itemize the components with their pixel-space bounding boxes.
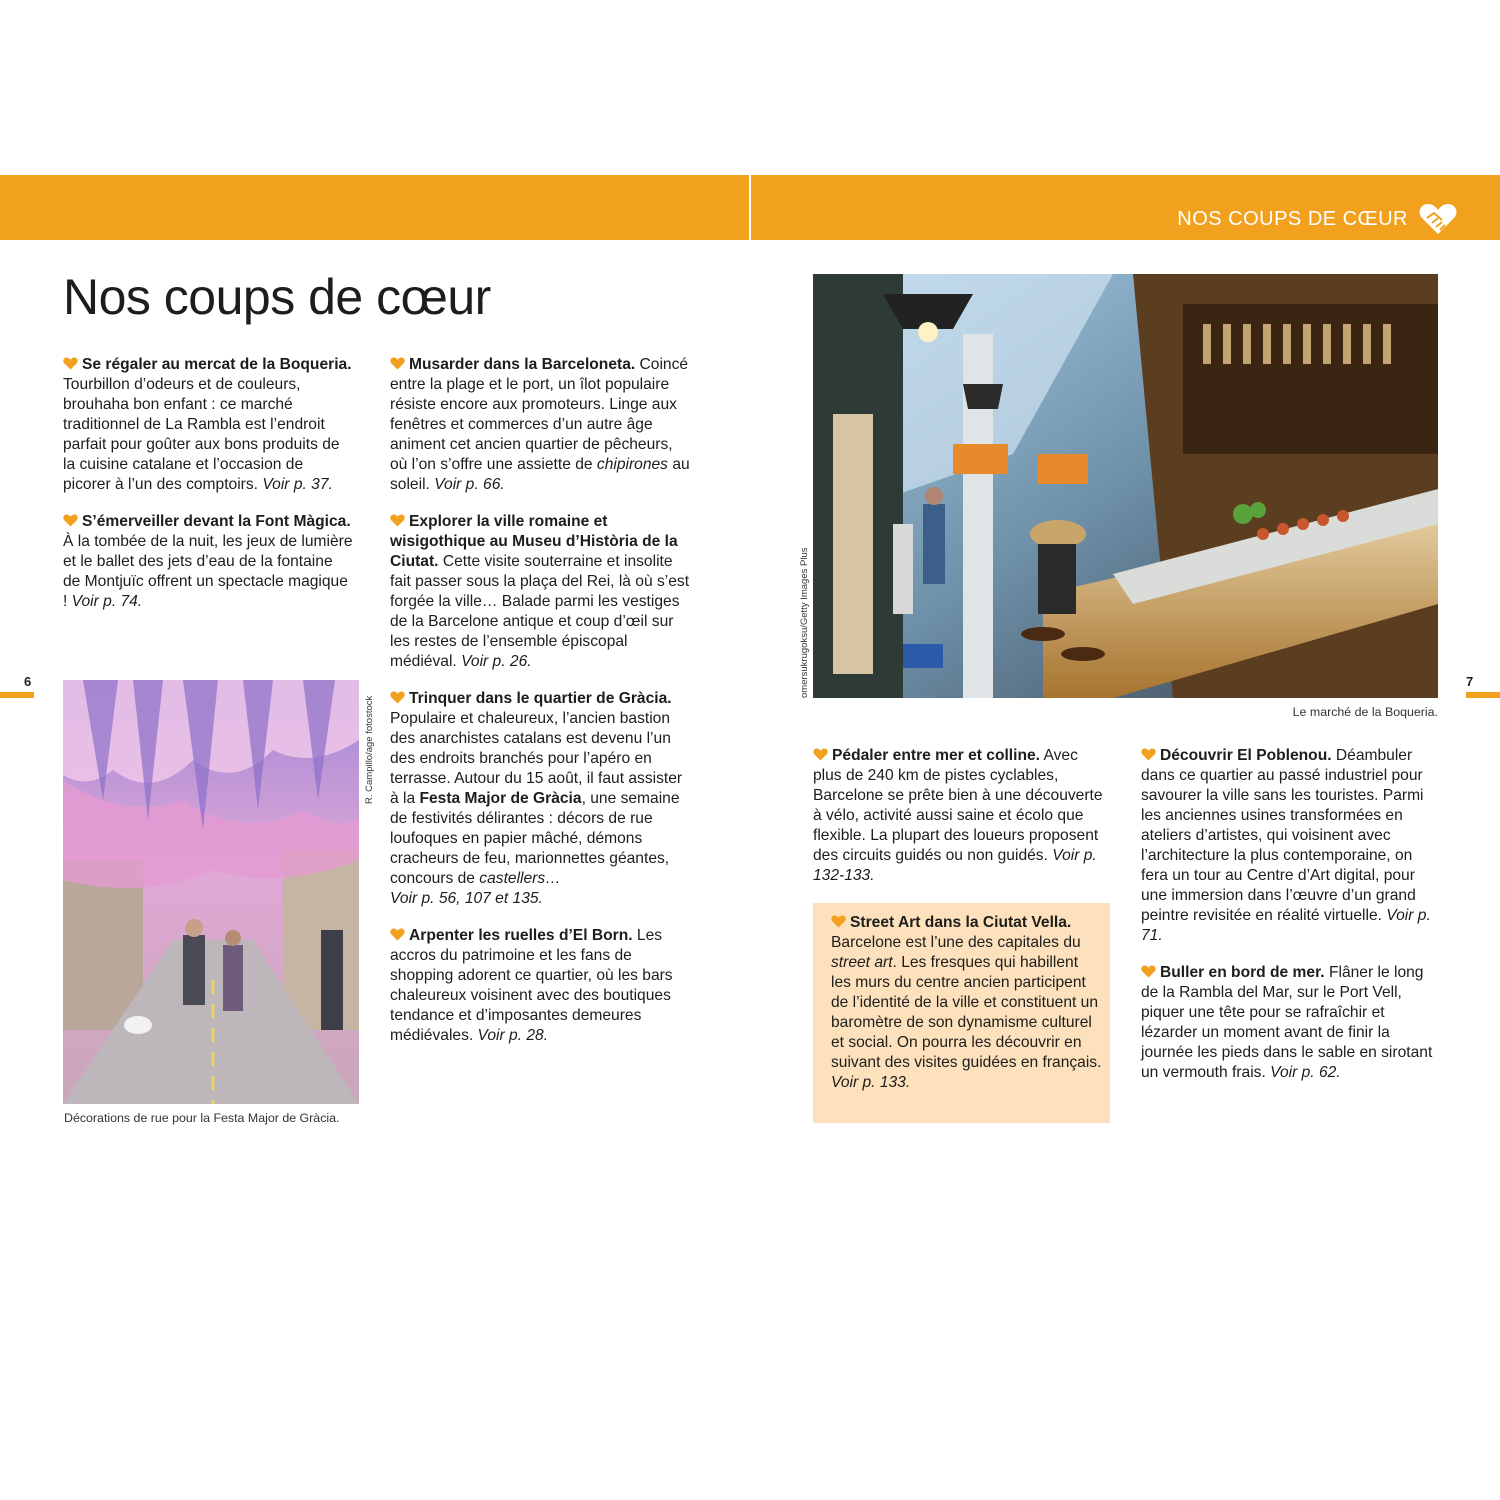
entry-gracia [390,689,690,909]
entry-text: Barcelone est l’une des capitales du [831,934,1081,951]
entry-heading: Trinquer dans le quartier de Gràcia. [409,690,672,707]
entry-text: , une semaine de festivités délirantes : décors de rue loufoques en papier mâché, démons cracheurs de feu, marionnettes géantes, concours de [390,790,680,887]
entry-heading: Découvrir El Poblenou. [1160,747,1332,764]
entry-text: Les accros du patrimoine et les fans de shopping adorent ce quartier, où les bars chaleureux voisinent avec des boutiques tendance et d’imposantes demeures médiévales. [390,927,673,1044]
entry-text: Déambuler dans ce quartier au passé industriel pour savourer la ville sans les touristes. Parmi les anciennes usines transformées en ateliers d’artistes, qui voisinent avec l’architecture la plus contemporaine, on fera un tour au Centre d’Art digital, pour une immersion dans l’œuvre d’un grand peintre revisitée en réalité virtuelle. [1141,747,1424,924]
entry-text: Coincé entre la plage et le port, un îlot populaire résiste encore aux promoteurs. Linge aux fenêtres et commerces d’un autre âge animent cet ancien quartier de pêcheurs, où l’on s’offre une assiette de [390,356,689,473]
gracia-photo [63,680,359,1104]
entry-heading: Pédaler entre mer et colline. [832,747,1041,764]
entry-font-magica [63,512,353,612]
heart-icon [813,748,828,761]
entry-museu-historia [390,512,690,672]
entry-text: Tourbillon d’odeurs et de couleurs, brouhaha bon enfant : ce marché traditionnel de La Rambla est l’endroit parfait pour goûter aux bons produits de la cuisine catalane et l’occasion de picorer à l’un des comptoirs. [63,376,340,493]
entry-text: . Les fresques qui habillent les murs du centre ancien participent de l’identité de la ville et constituent un baromètre de son dynamisme culturel et social. On pourra les découvrir en suivant des visites guidées en français. [831,954,1102,1071]
entry-emphasis: castellers… [479,870,561,887]
photo-credit-boqueria: omersukrugoksu/Getty Images Plus [799,547,810,698]
heart-icon [1141,965,1156,978]
page-tab-left [0,692,34,698]
photo-credit-gracia: R. Campillo/age fotostock [364,695,375,804]
page-ref: Voir p. 37. [262,476,333,493]
page-ref: Voir p. 56, 107 et 135. [390,890,543,907]
page-ref: Voir p. 66. [434,476,505,493]
entry-boqueria [63,355,353,495]
entry-text: au soleil. [390,456,690,493]
entry-poblenou [1141,746,1437,946]
page-ref: Voir p. 74. [71,593,143,610]
entry-el-born [390,926,690,1046]
entry-heading: S’émerveiller devant la Font Màgica. [82,513,351,530]
heart-icon [390,357,405,370]
column-4 [1141,746,1437,1100]
page-title: Nos coups de cœur [63,269,491,325]
page-ref: Voir p. 132-133. [813,847,1097,884]
entry-text: Flâner le long de la Rambla del Mar, sur le Port Vell, piquer une tête pour se rafraîchir et lézarder un moment avant de finir la journée les pieds dans le sable en sirotant un vermouth frais. [1141,964,1433,1081]
entry-heading: Street Art dans la Ciutat Vella. [850,914,1072,931]
column-3 [813,746,1103,903]
entry-emphasis: chipirones [596,456,668,473]
page-ref: Voir p. 62. [1270,1064,1341,1081]
photo-caption-gracia: Décorations de rue pour la Festa Major de Gràcia. [64,1111,340,1125]
entry-bold: Festa Major de Gràcia [419,790,582,807]
header-band-left [0,175,749,240]
entry-text: Avec plus de 240 km de pistes cyclables, Barcelone se prête bien à une découverte à vélo, activité aussi saine et écolo que flexible. La plupart des loueurs proposent des circuits guidés ou non guidés. [813,747,1103,864]
heart-icon [390,514,405,527]
entry-text: Cette visite souterraine et insolite fait passer sous la plaça del Rei, là où s’est forgée la ville… Balade parmi les vestiges de la Barcelone antique et coup d’œil sur les restes de l’ensemble épiscopal médiéval. [390,553,690,670]
entry-text: À la tombée de la nuit, les jeux de lumière et le ballet des jets d’eau de la fontaine de Montjuïc offrent un spectacle magique ! [63,533,353,610]
heart-icon [63,357,78,370]
page-tab-right [1466,692,1500,698]
entry-emphasis: street art [831,954,893,971]
entry-heading: Explorer la ville romaine et wisigothique au Museu d’Història de la Ciutat. [390,513,678,570]
entry-barceloneta [390,355,690,495]
boqueria-photo [813,274,1438,698]
entry-heading: Se régaler au mercat de la Boqueria. [82,356,352,373]
heart-icon [831,915,846,928]
entry-heading: Arpenter les ruelles d’El Born. [409,927,633,944]
entry-text: Populaire et chaleureux, l’ancien bastion des anarchistes catalans est devenu l’un des endroits branchés pour l’apéro en terrasse. Autour du 15 août, il faut assister à la [390,710,683,807]
entry-heading: Buller en bord de mer. [1160,964,1325,981]
page-ref: Voir p. 28. [477,1027,549,1044]
street-art-box [813,903,1110,1123]
heart-icon [1141,748,1156,761]
entry-pedaler [813,746,1103,886]
entry-heading: Musarder dans la Barceloneta. [409,356,636,373]
heart-icon [390,691,405,704]
page-number-right: 7 [1466,674,1474,689]
page-ref: Voir p. 71. [1141,907,1431,944]
handshake-heart-icon [1418,202,1458,236]
entry-bord-de-mer [1141,963,1437,1083]
page-ref: Voir p. 26. [461,653,532,670]
column-1 [63,355,353,629]
page-ref: Voir p. 133. [831,1074,911,1091]
photo-caption-boqueria: Le marché de la Boqueria. [1292,705,1438,719]
heart-icon [63,514,78,527]
running-head: NOS COUPS DE CŒUR [1177,208,1408,230]
heart-icon [390,928,405,941]
page-number-left: 6 [24,674,32,689]
column-2 [390,355,690,1063]
